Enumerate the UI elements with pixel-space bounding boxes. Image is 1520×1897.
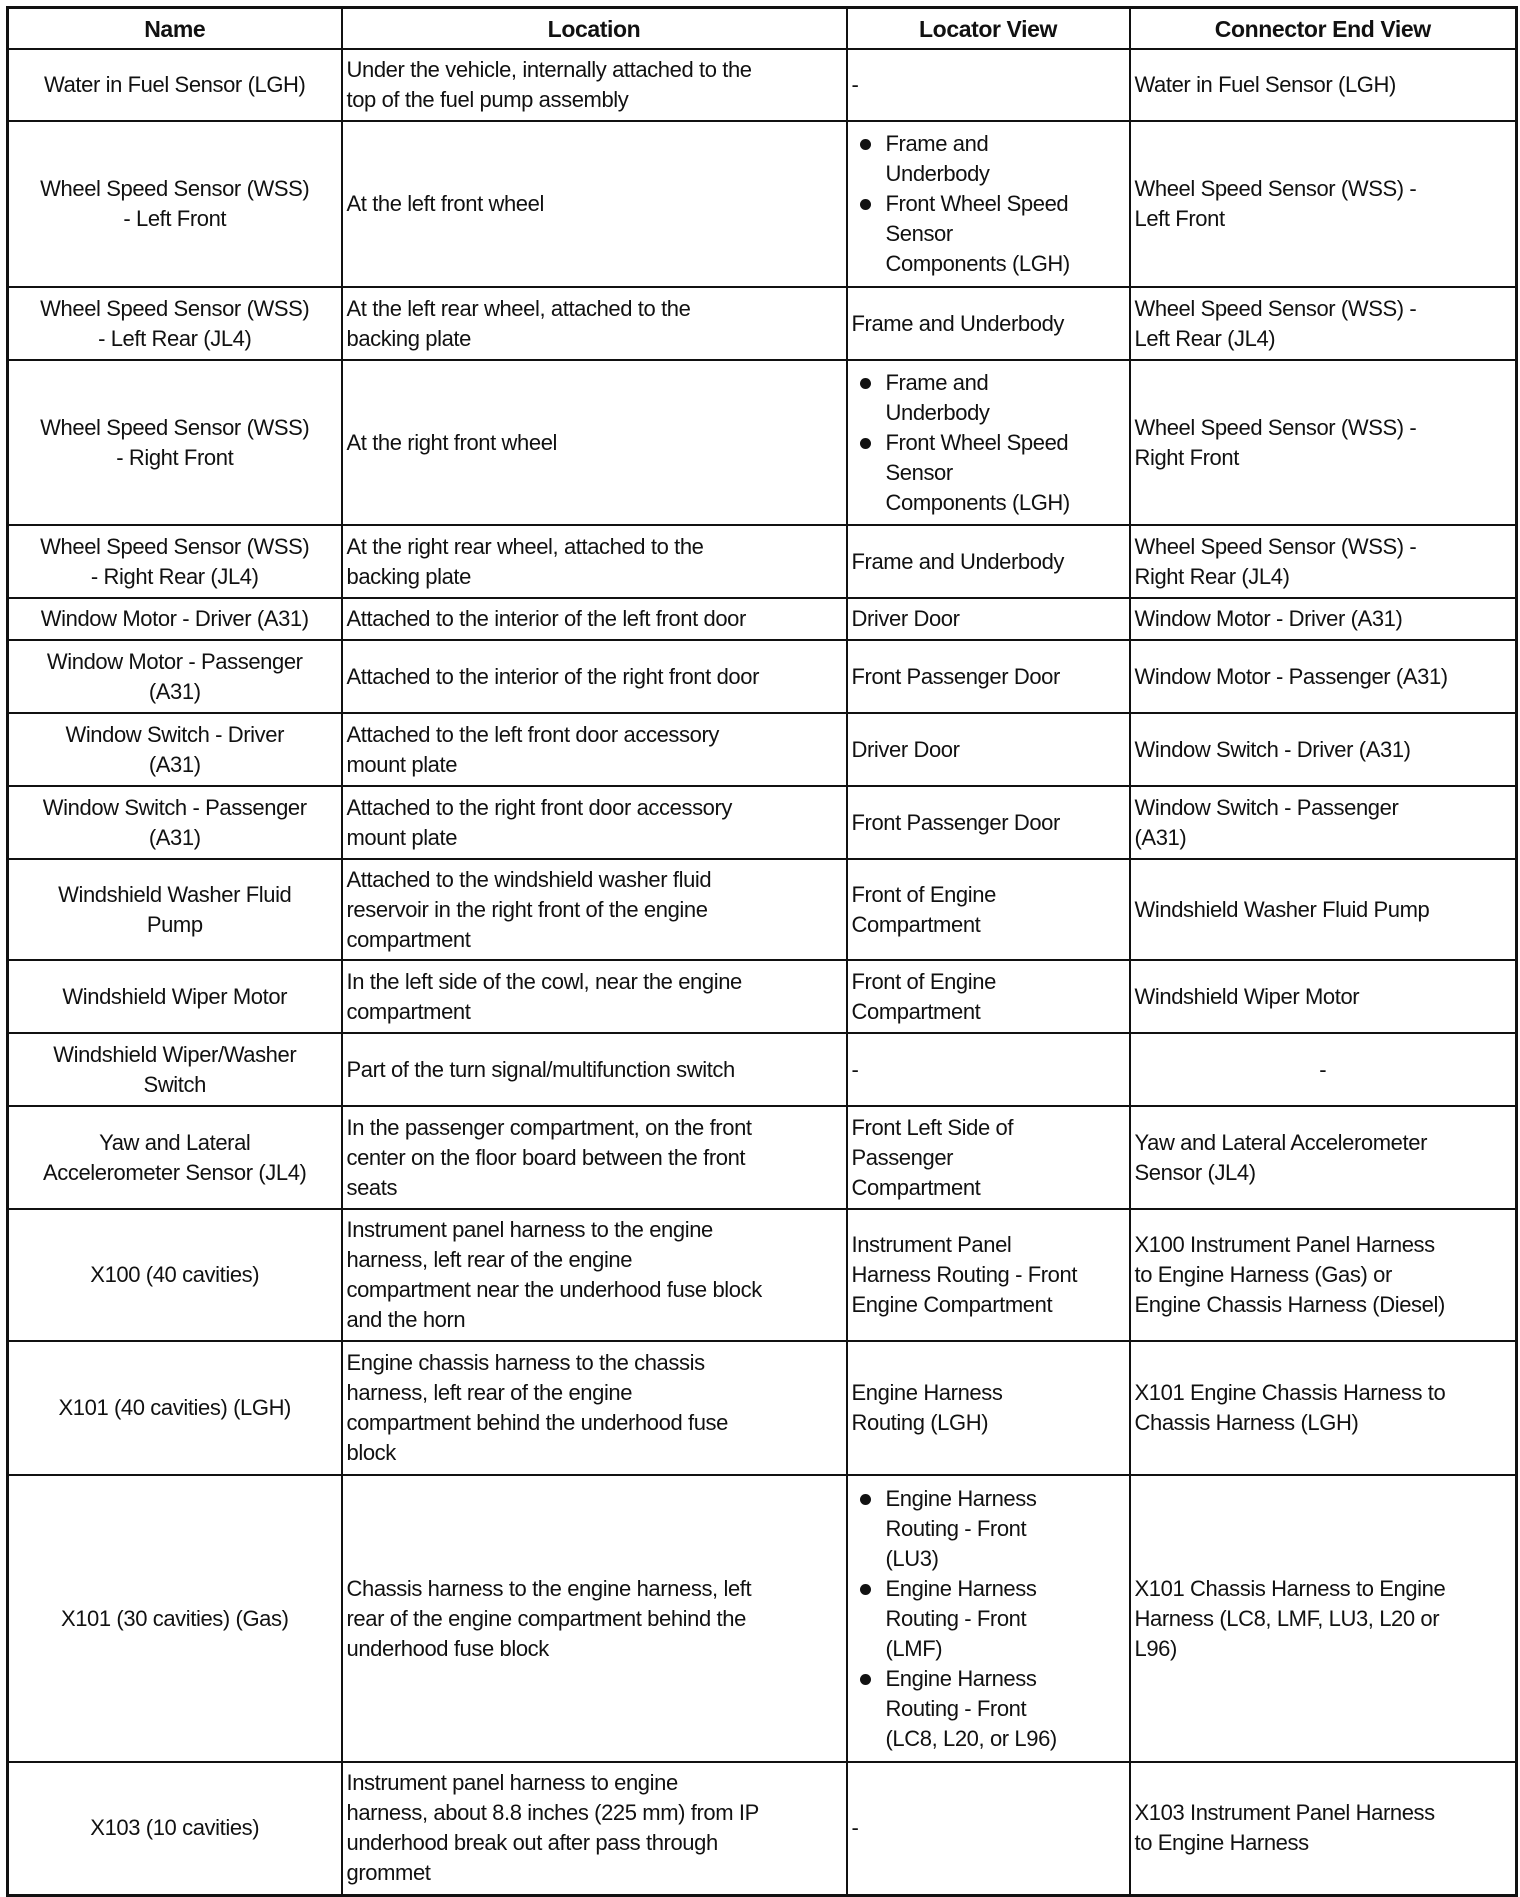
component-location: Chassis harness to the engine harness, left rear of the engine compartment behind the underhood fuse block (342, 1475, 847, 1762)
component-name: Window Motor - Driver (A31) (8, 598, 342, 640)
locator-list (852, 129, 1125, 279)
connector-end-view[interactable]: Window Motor - Passenger (A31) (1130, 640, 1517, 713)
table-row (8, 360, 1517, 525)
component-name: Yaw and Lateral Accelerometer Sensor (JL4) (8, 1106, 342, 1209)
locator-link[interactable]: Frame and Underbody (886, 129, 1125, 189)
connector-end-view[interactable]: X100 Instrument Panel Harness to Engine Harness (Gas) or Engine Chassis Harness (Diesel) (1130, 1209, 1517, 1341)
locator-list (852, 1484, 1125, 1754)
component-name: Windshield Wiper Motor (8, 960, 342, 1033)
connector-end-view[interactable]: Window Switch - Driver (A31) (1130, 713, 1517, 786)
locator-view[interactable]: Front Passenger Door (847, 786, 1130, 859)
component-location: At the left rear wheel, attached to the backing plate (342, 287, 847, 360)
component-location: Attached to the interior of the right front door (342, 640, 847, 713)
component-location: At the left front wheel (342, 121, 847, 287)
table-row (8, 713, 1517, 786)
locator-view: - (847, 1033, 1130, 1106)
component-location: At the right rear wheel, attached to the backing plate (342, 525, 847, 598)
locator-view (847, 1475, 1130, 1762)
connector-end-view[interactable]: Yaw and Lateral Accelerometer Sensor (JL4) (1130, 1106, 1517, 1209)
locator-view: - (847, 49, 1130, 121)
component-name: Window Switch - Passenger (A31) (8, 786, 342, 859)
connector-end-view[interactable]: Window Switch - Passenger (A31) (1130, 786, 1517, 859)
component-name: X103 (10 cavities) (8, 1762, 342, 1895)
component-location: Attached to the windshield washer fluid reservoir in the right front of the engine compartment (342, 859, 847, 960)
table-row (8, 1209, 1517, 1341)
locator-link[interactable]: Front Wheel Speed Sensor Components (LGH) (886, 189, 1125, 279)
component-name: Window Switch - Driver (A31) (8, 713, 342, 786)
component-name: X101 (40 cavities) (LGH) (8, 1341, 342, 1475)
table-row (8, 1475, 1517, 1762)
table-row (8, 1106, 1517, 1209)
table-row (8, 786, 1517, 859)
table-row (8, 287, 1517, 360)
connector-end-view[interactable]: X101 Chassis Harness to Engine Harness (LC8, LMF, LU3, L20 or L96) (1130, 1475, 1517, 1762)
component-location: Engine chassis harness to the chassis harness, left rear of the engine compartment behind the underhood fuse block (342, 1341, 847, 1475)
locator-view[interactable]: Driver Door (847, 713, 1130, 786)
locator-list (852, 368, 1125, 518)
locator-link[interactable]: Engine Harness Routing - Front (LMF) (886, 1574, 1125, 1664)
component-location: In the left side of the cowl, near the engine compartment (342, 960, 847, 1033)
component-name: Windshield Wiper/Washer Switch (8, 1033, 342, 1106)
table-row (8, 525, 1517, 598)
connector-end-view[interactable]: X101 Engine Chassis Harness to Chassis Harness (LGH) (1130, 1341, 1517, 1475)
header-connector-end-view: Connector End View (1130, 8, 1517, 50)
locator-view[interactable]: Front of Engine Compartment (847, 960, 1130, 1033)
table-row (8, 598, 1517, 640)
component-location: Instrument panel harness to engine harness, about 8.8 inches (225 mm) from IP underhood break out after pass through grommet (342, 1762, 847, 1895)
connector-end-view[interactable]: Windshield Wiper Motor (1130, 960, 1517, 1033)
component-location: Instrument panel harness to the engine harness, left rear of the engine compartment near the underhood fuse block and the horn (342, 1209, 847, 1341)
table-row (8, 859, 1517, 960)
table-row (8, 1341, 1517, 1475)
component-location: Under the vehicle, internally attached to the top of the fuel pump assembly (342, 49, 847, 121)
connector-end-view[interactable]: Wheel Speed Sensor (WSS) - Right Front (1130, 360, 1517, 525)
component-location: In the passenger compartment, on the front center on the floor board between the front seats (342, 1106, 847, 1209)
component-name: X101 (30 cavities) (Gas) (8, 1475, 342, 1762)
header-name: Name (8, 8, 342, 50)
locator-view[interactable]: Engine Harness Routing (LGH) (847, 1341, 1130, 1475)
component-name: Wheel Speed Sensor (WSS) - Right Rear (JL4) (8, 525, 342, 598)
component-name: Window Motor - Passenger (A31) (8, 640, 342, 713)
connector-end-view[interactable]: Water in Fuel Sensor (LGH) (1130, 49, 1517, 121)
locator-link[interactable]: Engine Harness Routing - Front (LC8, L20, or L96) (886, 1664, 1125, 1754)
component-name: Wheel Speed Sensor (WSS) - Left Front (8, 121, 342, 287)
table-row (8, 49, 1517, 121)
table-row (8, 121, 1517, 287)
table-row (8, 1762, 1517, 1895)
header-row (8, 8, 1517, 50)
locator-view[interactable]: Driver Door (847, 598, 1130, 640)
connector-end-view[interactable]: Windshield Washer Fluid Pump (1130, 859, 1517, 960)
connector-end-view: - (1130, 1033, 1517, 1106)
component-name: X100 (40 cavities) (8, 1209, 342, 1341)
locator-view[interactable]: Front Passenger Door (847, 640, 1130, 713)
header-locator-view: Locator View (847, 8, 1130, 50)
locator-link[interactable]: Engine Harness Routing - Front (LU3) (886, 1484, 1125, 1574)
locator-view[interactable]: Instrument Panel Harness Routing - Front Engine Compartment (847, 1209, 1130, 1341)
table-row (8, 640, 1517, 713)
component-location: Attached to the right front door accessory mount plate (342, 786, 847, 859)
component-name: Windshield Washer Fluid Pump (8, 859, 342, 960)
connector-end-view[interactable]: Wheel Speed Sensor (WSS) - Right Rear (JL4) (1130, 525, 1517, 598)
table-row (8, 1033, 1517, 1106)
locator-link[interactable]: Front Wheel Speed Sensor Components (LGH) (886, 428, 1125, 518)
component-location: At the right front wheel (342, 360, 847, 525)
locator-view: - (847, 1762, 1130, 1895)
component-name: Water in Fuel Sensor (LGH) (8, 49, 342, 121)
connector-end-view[interactable]: Window Motor - Driver (A31) (1130, 598, 1517, 640)
locator-view[interactable]: Frame and Underbody (847, 287, 1130, 360)
locator-view[interactable]: Front Left Side of Passenger Compartment (847, 1106, 1130, 1209)
connector-end-view[interactable]: Wheel Speed Sensor (WSS) - Left Rear (JL4) (1130, 287, 1517, 360)
table-row (8, 960, 1517, 1033)
component-name: Wheel Speed Sensor (WSS) - Left Rear (JL4) (8, 287, 342, 360)
locator-view[interactable]: Frame and Underbody (847, 525, 1130, 598)
locator-view (847, 121, 1130, 287)
connector-end-view[interactable]: X103 Instrument Panel Harness to Engine Harness (1130, 1762, 1517, 1895)
component-locator-table (6, 6, 1518, 1897)
component-location: Attached to the interior of the left front door (342, 598, 847, 640)
locator-view[interactable]: Front of Engine Compartment (847, 859, 1130, 960)
locator-link[interactable]: Frame and Underbody (886, 368, 1125, 428)
connector-end-view[interactable]: Wheel Speed Sensor (WSS) - Left Front (1130, 121, 1517, 287)
header-location: Location (342, 8, 847, 50)
component-name: Wheel Speed Sensor (WSS) - Right Front (8, 360, 342, 525)
component-location: Part of the turn signal/multifunction switch (342, 1033, 847, 1106)
locator-view (847, 360, 1130, 525)
component-location: Attached to the left front door accessory mount plate (342, 713, 847, 786)
